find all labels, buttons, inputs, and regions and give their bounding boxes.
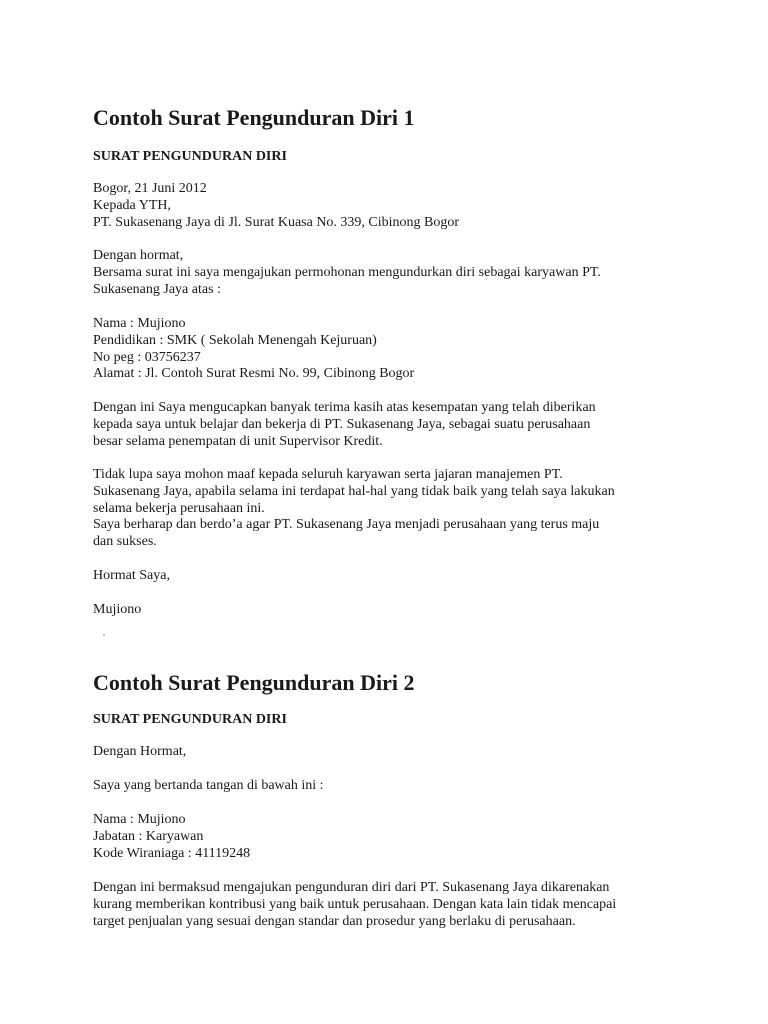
identity-line: Nama : Mujiono: [93, 316, 186, 331]
section1-title: Contoh Surat Pengunduran Diri 1: [93, 105, 415, 130]
address-line: Kepada YTH,: [93, 197, 172, 213]
signature-name: Mujiono: [93, 602, 142, 617]
section2-identity: [93, 812, 673, 862]
section1-signature: [93, 602, 673, 619]
identity-line: Nama : Mujiono: [93, 812, 186, 827]
body-line: Dengan ini bermaksud mengajukan pengunduran diri dari PT. Sukasenang Jaya dikarenakan: [93, 880, 610, 895]
identity-line: No peg : 03756237: [93, 349, 201, 365]
identity-line: Alamat : Jl. Contoh Surat Resmi No. 99, Cibinong Bogor: [93, 366, 415, 382]
section2-title: Contoh Surat Pengunduran Diri 2: [93, 670, 415, 695]
greeting-line: Dengan Hormat,: [93, 744, 187, 759]
section1-closing: [93, 568, 673, 585]
opening-line: Sukasenang Jaya atas :: [93, 281, 221, 297]
body-line: selama bekerja perusahaan ini.: [93, 500, 265, 516]
body-line: dan sukses.: [93, 534, 157, 550]
section1-body-paragraph-1: [93, 400, 673, 450]
section2-greeting: [93, 744, 673, 761]
body-line: kepada saya untuk belajar dan bekerja di PT. Sukasenang Jaya, sebagai suatu perusahaan: [93, 416, 591, 432]
section2-subtitle: SURAT PENGUNDURAN DIRI: [93, 712, 287, 727]
body-line: target penjualan yang sesuai dengan standar dan prosedur yang berlaku di perusahaan.: [93, 913, 576, 929]
section1-opening: [93, 248, 673, 298]
closing-line: Hormat Saya,: [93, 568, 170, 583]
intro-line: Saya yang bertanda tangan di bawah ini :: [93, 778, 324, 793]
body-line: kurang memberikan kontribusi yang baik untuk perusahaan. Dengan kata lain tidak mencapai: [93, 896, 617, 912]
identity-line: Pendidikan : SMK ( Sekolah Menengah Kejuruan): [93, 332, 377, 348]
separator-dot: [103, 634, 105, 636]
section1-body-paragraph-2: [93, 467, 673, 551]
body-line: Dengan ini Saya mengucapkan banyak terima kasih atas kesempatan yang telah diberikan: [93, 400, 596, 415]
body-line: Saya berharap dan berdo’a agar PT. Sukasenang Jaya menjadi perusahaan yang terus maju: [93, 517, 600, 533]
identity-line: Jabatan : Karyawan: [93, 828, 204, 844]
identity-line: Kode Wiraniaga : 41119248: [93, 845, 251, 861]
body-line: besar selama penempatan di unit Supervisor Kredit.: [93, 433, 383, 449]
section1-identity: [93, 316, 673, 383]
section1-subtitle: SURAT PENGUNDURAN DIRI: [93, 149, 287, 164]
opening-line: Bersama surat ini saya mengajukan permohonan mengundurkan diri sebagai karyawan PT.: [93, 264, 601, 280]
body-line: Tidak lupa saya mohon maaf kepada seluruh karyawan serta jajaran manajemen PT.: [93, 467, 563, 482]
address-line: PT. Sukasenang Jaya di Jl. Surat Kuasa No. 339, Cibinong Bogor: [93, 214, 460, 230]
body-line: Sukasenang Jaya, apabila selama ini terdapat hal-hal yang tidak baik yang telah saya lakukan: [93, 483, 615, 499]
section2-intro: [93, 778, 673, 795]
address-line: Bogor, 21 Juni 2012: [93, 181, 207, 196]
opening-line: Dengan hormat,: [93, 248, 184, 263]
section2-body-paragraph-1: [93, 880, 673, 930]
section1-address: [93, 181, 673, 231]
